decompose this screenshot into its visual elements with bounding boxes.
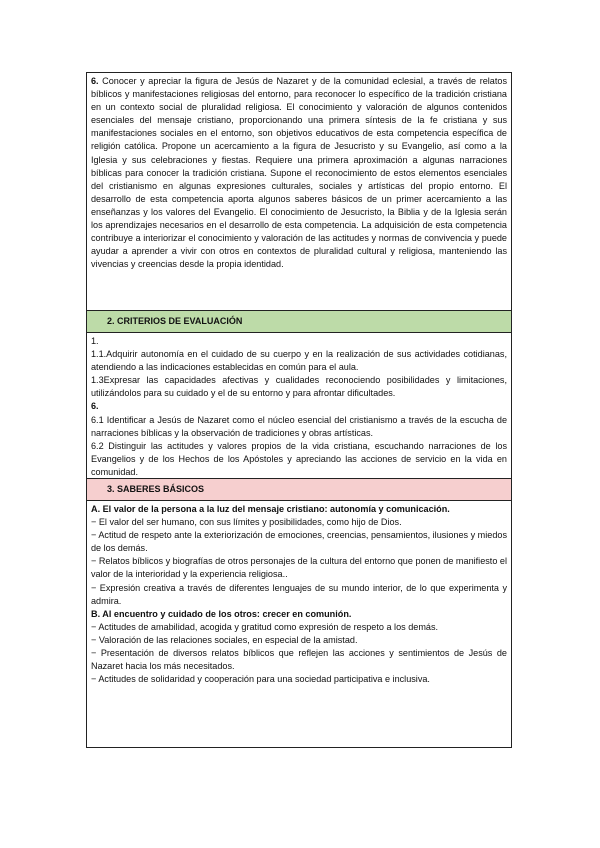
saberes-item: − Actitudes de amabilidad, acogida y gratitud como expresión de respeto a los demás. [91, 621, 439, 632]
saberes-item: − El valor del ser humano, con sus límites y posibilidades, como hijo de Dios. [91, 517, 402, 528]
saberes-block [87, 501, 511, 747]
competencia-block [87, 73, 511, 311]
criterio-item: 1. [91, 336, 99, 346]
saberes-group-title: A. El valor de la persona a la luz del mensaje cristiano: autonomía y comunicación. [91, 504, 450, 514]
criterio-item: 1.3Expresar las capacidades afectivas y cualidades reconociendo posibilidades y limitaciones, utilizándolos para su cuidado y el de su entorno y para afrontar dificultades. [91, 375, 507, 399]
saberes-item: − Expresión creativa a través de diferentes lenguajes de su mundo interior, de lo que experimenta y admira. [91, 582, 507, 606]
document-table [86, 72, 512, 748]
competencia-number: 6. [91, 76, 99, 86]
criterio-item: 6. [91, 401, 99, 412]
criterios-heading: 2. CRITERIOS DE EVALUACIÓN [87, 311, 511, 333]
saberes-item: − Presentación de diversos relatos bíblicos que reflejen las acciones y sentimientos de Jesús de Nazaret hacia los más necesitados. [91, 648, 507, 672]
saberes-group-title: B. Al encuentro y cuidado de los otros: crecer en comunión. [91, 608, 352, 619]
criterio-item: 1.1.Adquirir autonomía en el cuidado de su cuerpo y en la realización de sus actividades cotidianas, atendiendo a las indicaciones establecidas en común para el aula. [91, 349, 507, 373]
saberes-item: − Actitudes de solidaridad y cooperación para una sociedad participativa e inclusiva. [91, 674, 430, 685]
criterio-item: 6.1 Identificar a Jesús de Nazaret como el núcleo esencial del cristianismo a través de la escucha de narraciones bíblicas y la observación de tradiciones y obras artísticas. [91, 414, 507, 438]
competencia-text [91, 75, 507, 271]
saberes-heading: 3. SABERES BÁSICOS [87, 479, 511, 501]
saberes-item: − Actitud de respeto ante la exteriorización de emociones, creencias, pensamientos, ilusiones y miedos de los demás. [91, 530, 507, 554]
saberes-item: − Valoración de las relaciones sociales, en especial de la amistad. [91, 634, 358, 645]
competencia-body: Conocer y apreciar la figura de Jesús de Nazaret y de la comunidad eclesial, a través de relatos bíblicos y manifestaciones religiosas del entorno, para reconocer lo específico de la tradición cristiana en un contexto social de pluralidad religiosa. El conocimiento y valoración de algunos contenidos esenciales del mensaje cristiano, proporcionando una primera síntesis de la fe cristiana y sus manifestaciones sociales en el entorno, son objetivos educativos de esta competencia específica de religión católica. Propone un acercamiento a la figura de Jesucristo y su Evangelio, así como a la Iglesia y sus celebraciones y fiestas. Requiere una primera aproximación a algunas narraciones bíblicas para conocer la tradición cristiana. Supone el reconocimiento de estos elementos esenciales del cristianismo en algunas expresiones culturales, sociales y artísticas del propio entorno. El desarrollo de esta competencia aporta algunos saberes básicos de un primer acercamiento a las enseñanzas y los valores del Evangelio. El conocimiento de Jesucristo, la Biblia y de la Iglesia serán los aprendizajes necesarios en el desarrollo de esta competencia. La adquisición de esta competencia contribuye a interiorizar el conocimiento y valoración de las actitudes y normas de convivencia y puede ayudar a aprender a vivir con otros en contextos de pluralidad cultural y religiosa, manteniendo las vivencias y creencias desde la propia identidad. [91, 76, 507, 270]
criterios-block [87, 333, 511, 479]
criterio-item: 6.2 Distinguir las actitudes y valores propios de la vida cristiana, escuchando narraciones de los Evangelios y de los Hechos de los Apóstoles y apreciando las acciones de servicio en la vida en comunidad. [91, 440, 507, 477]
saberes-item: − Relatos bíblicos y biografías de otros personajes de la cultura del entorno que ponen de manifiesto el valor de la interioridad y la experiencia religiosa.. [91, 556, 507, 580]
